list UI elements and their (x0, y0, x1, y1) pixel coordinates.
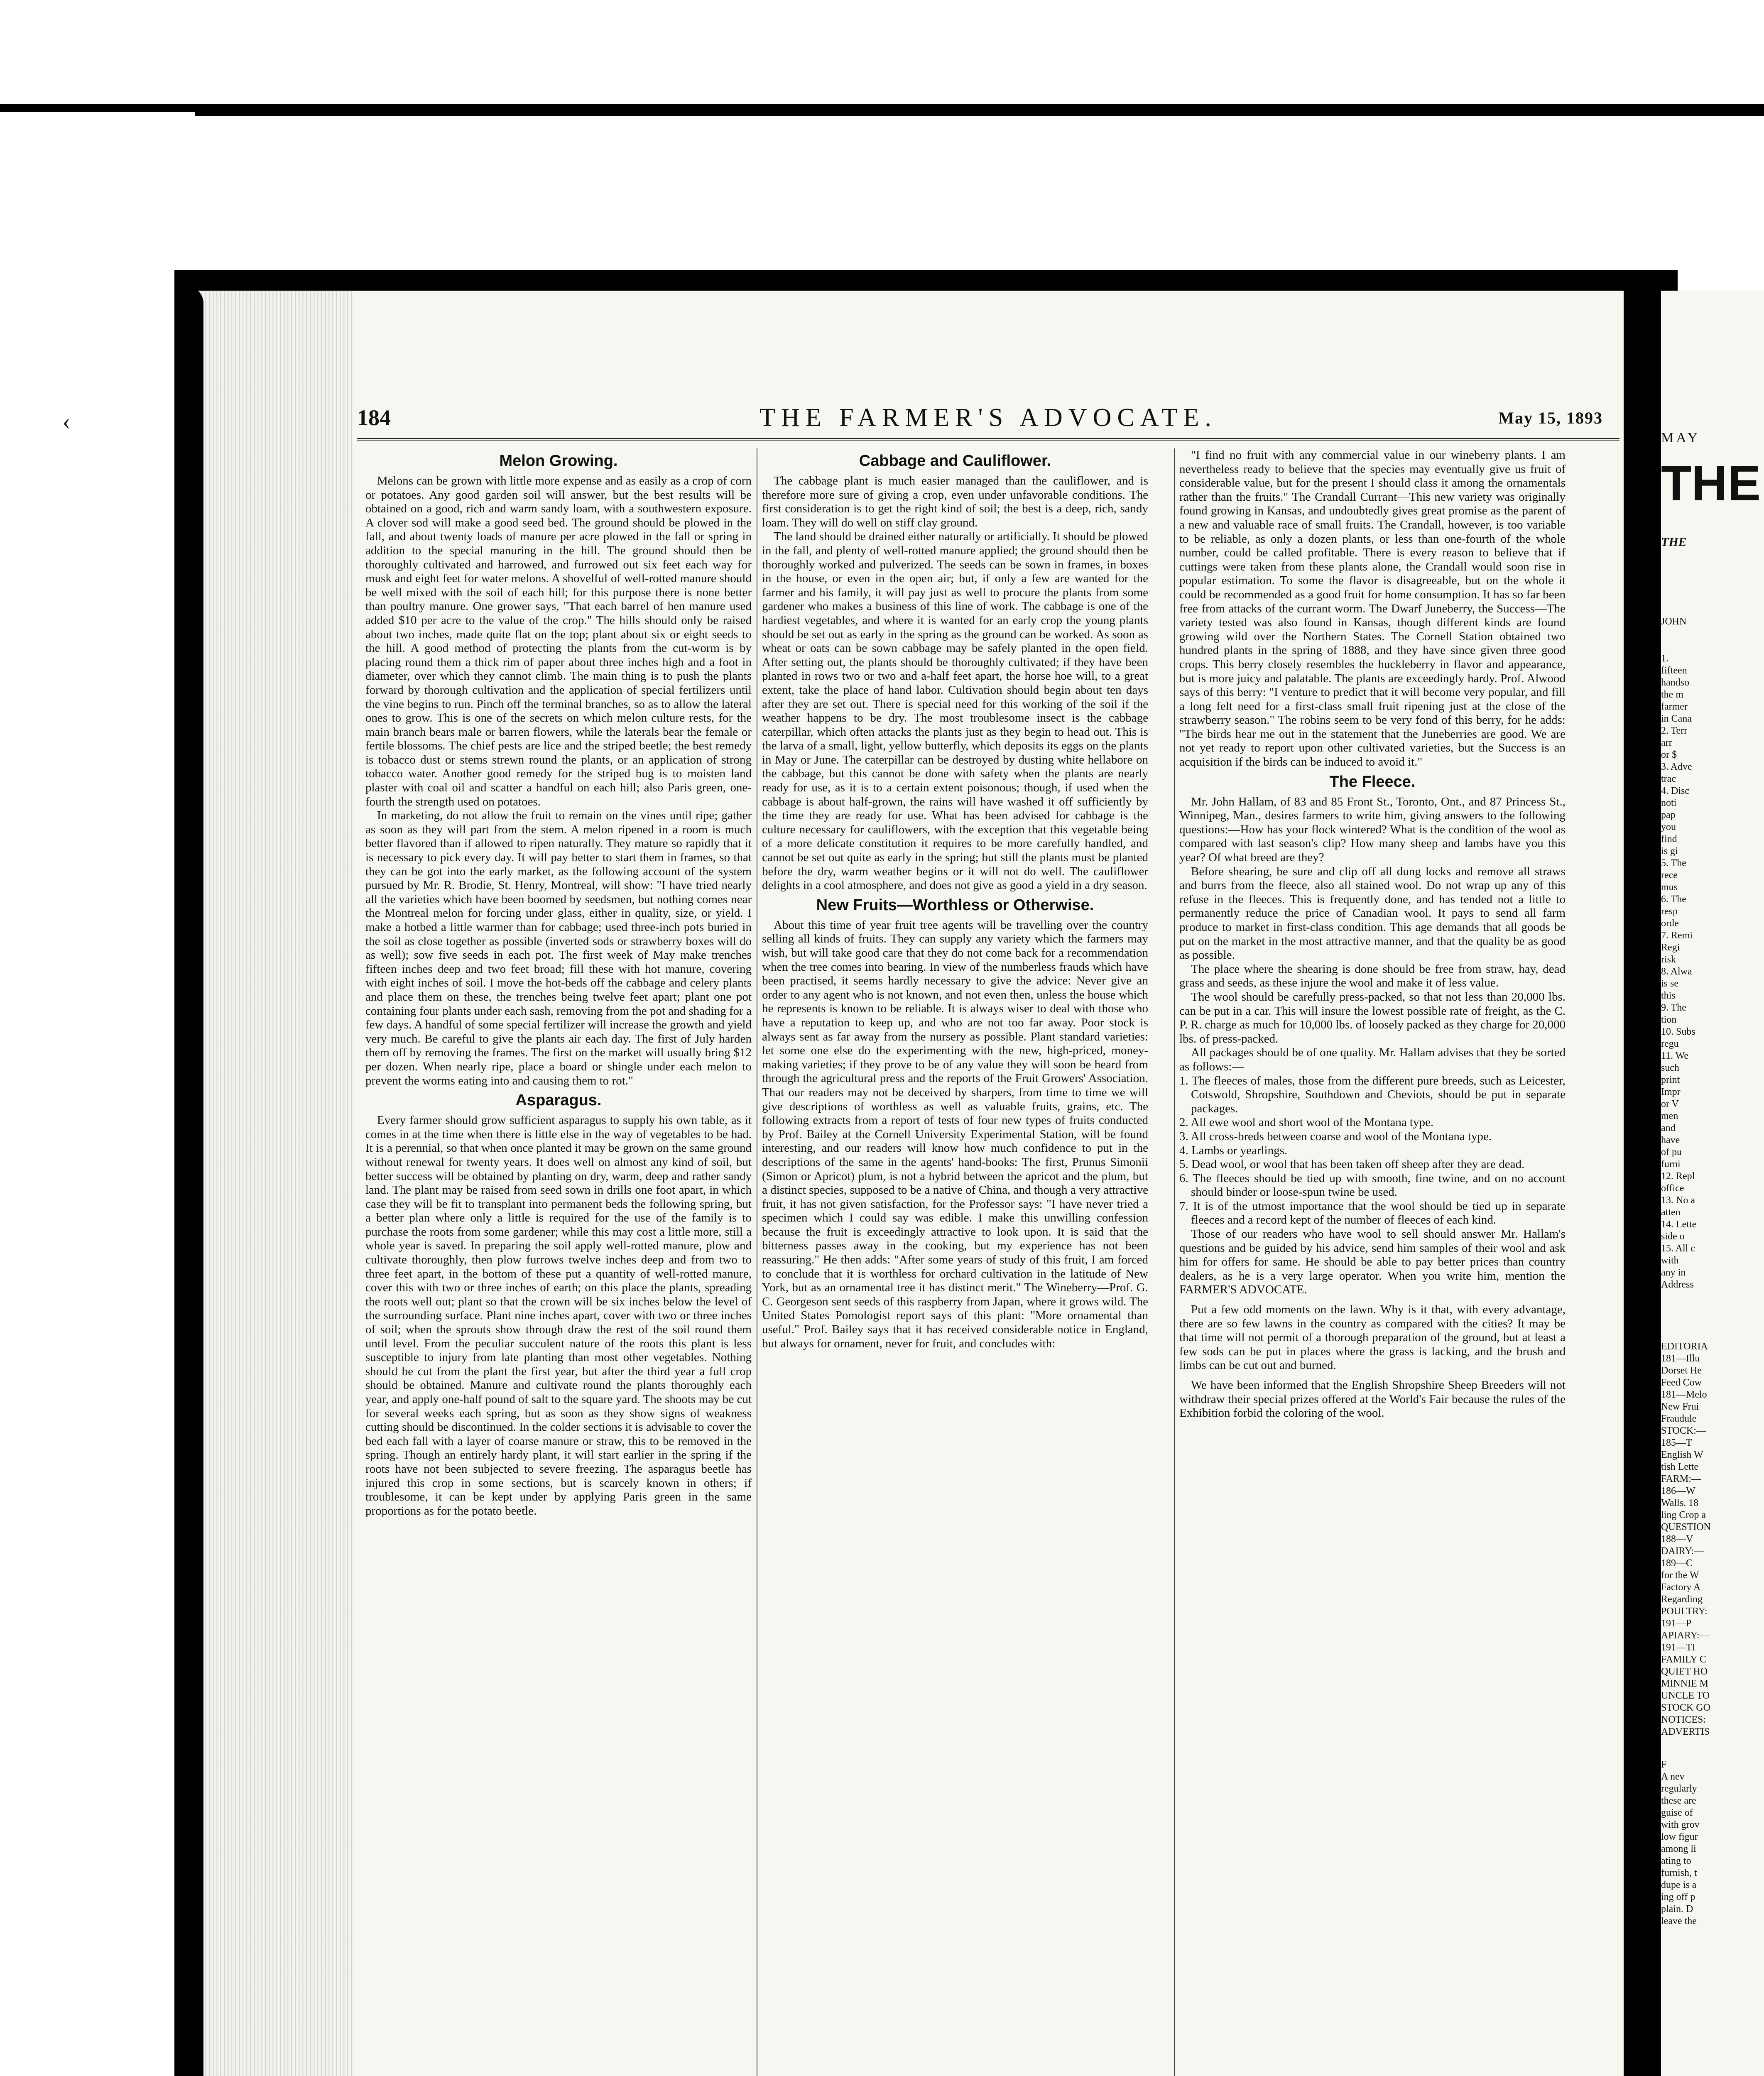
right-strip-line: ling Crop a (1661, 1510, 1706, 1520)
shropshire-paragraph: We have been informed that the English Shropshire Sheep Breeders will not withdraw their special prizes offered at the World's Fair because the rules of the Exhibition forbid the coloring of the wool. (1179, 1378, 1566, 1420)
right-strip-line: ing off p (1661, 1892, 1695, 1902)
right-strip-line: NOTICES: (1661, 1714, 1706, 1725)
right-strip-line: 14. Lette (1661, 1219, 1697, 1230)
right-strip-line: Address (1661, 1279, 1694, 1290)
fleece-paragraph-3: The place where the shearing is done should be free from straw, hay, dead grass and seeds, as these injure the wool and make it of less value. (1179, 962, 1566, 990)
right-strip-line: trac (1661, 774, 1676, 784)
right-strip-line: among li (1661, 1843, 1696, 1854)
fleece-list-item: 6. The fleeces should be tied up with smooth, fine twine, and on no account should binder or loose-spun twine be used. (1179, 1171, 1566, 1199)
right-strip-line: atten (1661, 1207, 1681, 1218)
right-strip-line: any in (1661, 1267, 1686, 1278)
right-strip-line: Factory A (1661, 1582, 1701, 1593)
right-strip-line: regu (1661, 1038, 1679, 1049)
fleece-list-item: 1. The fleeces of males, those from the different pure breeds, such as Leicester, Cotswold, Shropshire, Southdown and Cheviots, should be put in separate packages. (1179, 1074, 1566, 1115)
right-strip-line: English W (1661, 1449, 1703, 1460)
asparagus-paragraph-1: Every farmer should grow sufficient asparagus to supply his own table, as it comes in at the time when there is little else in the way of vegetables to be had. It is a perennial, so that when once planted it may be grown on the same ground without renewal for twenty years. It does well on almost any kind of soil, but better success will be obtained by planting on dry, warm, deep and rather sandy land. The plant may be raised from seed sown in drills one foot apart, in which case they will be fit to transplant into permanent beds the following spring, but a better plan where only a little is required for the use of the family is to purchase the roots from some gardener; while this may cost a little more, still a whole year is saved. In preparing the soil apply well-rotted manure, plow and cultivate thoroughly, then plow furrows twelve inches deep and from two to three feet apart, in the bottom of these put a quantity of well-rotted manure, cover this with two or three inches of earth; on this place the plants, spreading the roots well out; plant so that the crown will be six inches below the level of the surrounding surface. Plant nine inches apart, cover with two or three inches of soil; when the sprouts show through draw the rest of the soil round them until level. From the peculiar succulent nature of the roots this plant is less susceptible to injury from late planting than most other vegetables. Nothing should be cut from the plant the first year, but after the third year a full crop should be obtained. Manure and cultivate round the plants thoroughly each year, and apply one-half pound of salt to the square yard. The shoots may be cut for several weeks each spring, but as soon as they show signs of weakness cutting should be discontinued. In the colder sections it is advisable to cover the bed each fall with a layer of coarse manure or straw, this to be removed in the spring. Though an entirely hardy plant, it will start earlier in the spring if the roots have not been subjected to severe freezing. The asparagus beetle has injured this crop in some sections, but is scarcely known in others; if troublesome, it can be kept under by applying Paris green in the same proportions as for the potato beetle. (365, 1114, 752, 1518)
right-strip-line: ADVERTIS (1661, 1726, 1710, 1737)
article-title-melon: Melon Growing. (499, 452, 618, 470)
right-strip-line: F (1661, 1759, 1667, 1770)
right-strip-line: QUESTION (1661, 1522, 1711, 1533)
right-strip-line: 186—W (1661, 1486, 1695, 1496)
right-strip-line: 188—V (1661, 1534, 1693, 1545)
newspaper-title: THE FARMER'S ADVOCATE. (760, 404, 1217, 432)
right-strip-line: find (1661, 834, 1677, 845)
fleece-paragraph-1: Mr. John Hallam, of 83 and 85 Front St., Toronto, Ont., and 87 Princess St., Winnipeg, Man., desires farmers to write him, giving answers to the following questions:—How has your flock wintered? What is the condition of the wool as compared with last season's clip? How many sheep and lambs have you this year? Of what breed are they? (1179, 795, 1566, 864)
right-strip-line: rece (1661, 870, 1678, 881)
right-strip-line: Feed Cow (1661, 1377, 1702, 1388)
right-strip-line: STOCK:— (1661, 1425, 1706, 1436)
right-strip-line: and (1661, 1123, 1676, 1133)
right-strip-line: fifteen (1661, 665, 1687, 676)
right-strip-line: FARM:— (1661, 1474, 1701, 1484)
column-rule-2 (1174, 448, 1175, 2076)
right-strip-line: low figur (1661, 1831, 1698, 1842)
right-strip-line: guise of (1661, 1807, 1693, 1818)
right-strip-line: or V (1661, 1099, 1679, 1109)
right-strip-line: 189—C (1661, 1558, 1693, 1569)
right-strip-line: pap (1661, 810, 1676, 820)
right-strip-line: 5. The (1661, 858, 1686, 869)
right-strip-line: noti (1661, 798, 1677, 808)
right-strip-line: farmer (1661, 701, 1688, 712)
fleece-paragraph-6: Those of our readers who have wool to sell should answer Mr. Hallam's questions and be guided by his advice, send him samples of their wool and ask him for offers for same. He should be able to pay better prices than country dealers, as he is a very large operator. When you write him, mention the FARMER'S ADVOCATE. (1179, 1227, 1566, 1297)
page-number: 184 (357, 405, 391, 430)
right-strip-line: mus (1661, 882, 1678, 893)
right-strip-line: the m (1661, 689, 1683, 700)
right-strip-line: 191—TI (1661, 1642, 1695, 1653)
right-strip-line: 9. The (1661, 1002, 1686, 1013)
right-page-strip (1661, 291, 1764, 2076)
right-strip-line: Dorset He (1661, 1365, 1702, 1376)
right-strip-line: risk (1661, 954, 1676, 965)
margin-mark: ‹ (62, 407, 71, 435)
right-strip-line: 6. The (1661, 894, 1686, 905)
right-strip-may: MAY (1661, 430, 1700, 446)
right-strip-line: Impr (1661, 1087, 1681, 1097)
fleece-list-item: 4. Lambs or yearlings. (1179, 1143, 1288, 1157)
fleece-paragraph-5: All packages should be of one quality. Mr. Hallam advises that they be sorted as follows:— (1179, 1046, 1566, 1073)
right-strip-line: 185—T (1661, 1437, 1692, 1448)
page-binding-curl (187, 286, 203, 2076)
right-strip-line: or $ (1661, 749, 1677, 760)
right-strip-line: is gi (1661, 846, 1678, 857)
right-strip-bottom (1661, 1759, 1764, 1927)
right-strip-line: 4. Disc (1661, 786, 1689, 796)
right-strip-line: 8. Alwa (1661, 966, 1692, 977)
melon-paragraph-1: Melons can be grown with little more expense and as easily as a crop of corn or potatoes. Any good garden soil will answer, but the best results will be obtained on a good, rich and warm sandy loam, with a southwestern exposure. A clover sod will make a good seed bed. The ground should be plowed in the fall, and about twenty loads of manure per acre plowed in the fall or spring in addition to the special manuring in the hill. The ground should then be thoroughly cultivated and harrowed, and furrowed out six feet each way for musk and eight feet for water melons. A shovelful of well-rotted manure should be well mixed with the soil of each hill; for this purpose there is none better than poultry manure. One grower says, "That each barrel of hen manure used added $10 per acre to the value of the crop." The hills should only be raised about two inches, made quite flat on the top; plant about six or eight seeds to the hill. A good method of protecting the plants from the cut-worm is by placing round them a thick rim of paper about three inches high and a foot in diameter, over which they cannot climb. The main thing is to push the plants forward by thorough cultivation and the application of special fertilizers until the vine begins to run. Pinch off the terminal branches, so as to allow the lateral ones to grow. This is one of the secrets on which melon culture rests, for the main branch bears male or barren flowers, while the laterals bear the female or fertile blossoms. The chief pests are lice and the striped beetle; the best remedy is tobacco dust or stems strewn round the plants, or an application of strong tobacco water. Another good remedy for the striped bug is to moisten land plaster with coal oil and scatter a handful on each hill; also Paris green, one-fourth the strength used on potatoes. (365, 474, 752, 808)
right-strip-terms (1661, 653, 1764, 1291)
right-strip-line: 7. Remi (1661, 930, 1693, 941)
right-strip-line: tion (1661, 1014, 1677, 1025)
page-header (357, 405, 1619, 441)
right-strip-line: Regarding (1661, 1594, 1703, 1605)
right-strip-line: STOCK GO (1661, 1702, 1710, 1713)
right-strip-line: 181—Illu (1661, 1353, 1700, 1364)
cabbage-paragraph-2: The land should be drained either naturally or artificially. It should be plowed in the fall, and plenty of well-rotted manure applied; the ground should then be thoroughly worked and pulverized. The seeds can be sown in frames, in boxes in the house, or even in the open air; but, if only a few are wanted for the farmer and his family, it will pay just as well to procure the plants from some gardener who makes a business of this line of work. The cabbage is one of the hardiest vegetables, and where it is wanted for an early crop the young plants should be set out as early in the spring as the ground can be worked. As soon as wheat or oats can be sown cabbage may be safely planted in the open field. After setting out, the plants should be thoroughly cultivated; if they have been planted in rows two or two and a-half feet apart, the horse hoe will, to a great extent, take the place of hand labor. Cultivation should begin about ten days after they are set out. There is special need for this working of the soil if the weather happens to be dry. The most troublesome insect is the cabbage caterpillar, which often attacks the plants just as they begin to head out. This is the larva of a small, light, yellow butterfly, which deposits its eggs on the plants in May or June. The caterpillar can be destroyed by dusting white hellabore on the cabbage, but this cannot be done with safety when the plants are nearly ready for use, as it is to a certain extent poisonous; though, if used when the cabbage is about half-grown, the rains will have washed it off sufficiently by the time they are ready for use. What has been advised for cabbage is the culture necessary for cauliflowers, with the exception that this vegetable being of a more delicate constitution it requires to be more carefully handled, and cannot be set out quite as early in the spring; but still the plants must be planted before the dry, warm weather begins or it will not do well. The cauliflower delights in a cool atmosphere, and does not give as good a yield in a dry season. (762, 530, 1148, 892)
lawn-paragraph: Put a few odd moments on the lawn. Why is it that, with every advantage, there are so few lawns in the country as compared with the cities? It may be that time will not permit of a thorough preparation of the ground, but at least a few sods can be put in places where the grass is lacking, and the brush and limbs can be cut out and burned. (1179, 1303, 1566, 1372)
right-strip-line: this (1661, 990, 1676, 1001)
right-strip-line: furnish, t (1661, 1868, 1697, 1878)
column-1 (365, 448, 752, 1518)
right-strip-line: FAMILY C (1661, 1654, 1706, 1665)
scan-border-top (0, 104, 1764, 116)
right-strip-line: 2. Terr (1661, 725, 1688, 736)
fleece-paragraph-2: Before shearing, be sure and clip off all dung locks and remove all straws and burrs from the fleece, also all stained wool. Do not wrap up any of this refuse in the fleeces. This is frequently done, and has tended not a little to permanently reduce the price of Canadian wool. It pays to send all farm produce to market in first-class condition. This age demands that all goods be put on the market in the most attractive manner, and that the quality be as good as possible. (1179, 864, 1566, 962)
right-strip-line: 10. Subs (1661, 1026, 1695, 1037)
issue-date: May 15, 1893 (1498, 409, 1603, 427)
right-strip-line: Regi (1661, 942, 1680, 953)
fleece-list-item: 3. All cross-breds between coarse and wool of the Montana type. (1179, 1129, 1492, 1143)
right-strip-line: of pu (1661, 1147, 1682, 1158)
right-strip-line: these are (1661, 1795, 1696, 1806)
melon-paragraph-2: In marketing, do not allow the fruit to remain on the vines until ripe; gather as soon as they will part from the stem. A melon ripened in a room is much better flavored than if allowed to ripen naturally. They mature so rapidly that it is necessary to pick every day. It will pay better to start them in frames, so that they can be got into the early market, as the following account of the system pursued by Mr. R. Brodie, St. Henry, Montreal, will show: "I have tried nearly all the varieties which have been boomed by seedsmen, but nothing comes near the Montreal melon for forcing under glass, either in quality, size, or yield. I make a hotbed a little warmer than for cabbage; used three-inch pots buried in the soil as close together as possible (inverted sods or strawberry boxes will do as well); sow five seeds in each pot. The first week of May make trenches fifteen inches deep and two feet broad; fill these with hot manure, covering with eight inches of soil. I move the hot-beds off the cabbage and celery plants and place them on these, the trenches being twelve feet apart; plant one pot containing four plants under each sash, removing from the pot and shading for a few days. A handful of some special fertilizer will increase the growth and yield very much. Be careful to give the plants air each day. The first of July harden them off by removing the frames. The first on the market will usually bring $12 per dozen. When nearly ripe, place a board or shingle under each melon to prevent the worms eating into and causing them to rot." (365, 809, 752, 1087)
fleece-sort-list (1179, 1074, 1566, 1228)
fleece-list-item: 5. Dead wool, or wool that has been taken off sheep after they are dead. (1179, 1158, 1525, 1171)
right-strip-line: you (1661, 822, 1676, 832)
right-strip-john: JOHN (1661, 616, 1687, 627)
right-strip-line: for the W (1661, 1570, 1699, 1581)
article-title-asparagus: Asparagus. (515, 1092, 602, 1109)
right-strip-line: furni (1661, 1159, 1681, 1170)
right-strip-line: 181—Melo (1661, 1389, 1707, 1400)
right-strip-line: 3. Adve (1661, 761, 1692, 772)
right-strip-the: THE (1661, 535, 1687, 549)
fruits-paragraph-1: About this time of year fruit tree agents will be travelling over the country selling all kinds of fruits. They can supply any variety which the farmers may wish, but will take good care that they do not come back for a recommendation when the tree comes into bearing. In view of the numberless frauds which have been practised, it seems hardly necessary to give the advice: Never give an order to any agent who is not known, and not even then, unless the house which he represents is known to be reliable. It is always wiser to deal with those who have a reputation to keep up, and who are not too far away. Poor stock is always sent as far away from the nursery as possible. Plant standard varieties: let some one else do the experimenting with the new, high-priced, money-making varieties; if they prove to be of any value they will soon be heard from through the agricultural press and the reports of the Fruit Growers' Association. That our readers may not be deceived by sharpers, from time to time we will give descriptions of worthless as well as valuable fruits, grains, etc. The following extracts from a report of tests of four new types of fruits conducted by Prof. Bailey at the Cornell University Experimental Station, will be found interesting, and our readers will know how much confidence to put in the descriptions of the same in the agents' hand-books: The first, Prunus Simonii (Simon or Apricot) plum, is not a hybrid between the apricot and the plum, but a distinct species, supposed to be a native of China, and though a very attractive fruit, it has not given satisfaction, for the Professor says: "I have never tried a specimen which I could say was edible. I make this unwilling confession because the fruit is exceedingly attractive to look upon. It is said that the bitterness passes away in the cooking, but my experience has not been reassuring." He then adds: "After some years of study of this fruit, I am forced to conclude that it is worthless for orchard cultivation in the latitude of New York, but as an ornamental tree it has distinct merit." The Wineberry—Prof. G. C. Georgeson sent seeds of this raspberry from Japan, where it grows wild. The United States Pomologist report says of this plant: "More ornamental than useful." Prof. Bailey says that it has received considerable notice in England, but always for ornament, never for fruit, and concludes with: (762, 918, 1148, 1350)
right-strip-line: print (1661, 1075, 1680, 1085)
right-strip-line: 191—P (1661, 1618, 1692, 1629)
right-strip-line: in Cana (1661, 713, 1692, 724)
right-strip-line: QUIET HO (1661, 1666, 1708, 1677)
right-strip-line: orde (1661, 918, 1679, 929)
right-strip-line: 1. (1661, 653, 1668, 664)
right-strip-line: New Frui (1661, 1401, 1699, 1412)
right-strip-line: UNCLE TO (1661, 1690, 1710, 1701)
fleece-list-item: 2. All ewe wool and short wool of the Montana type. (1179, 1116, 1434, 1129)
right-strip-line: 11. We (1661, 1050, 1689, 1061)
right-strip-line: is se (1661, 978, 1678, 989)
article-title-fleece: The Fleece. (1329, 773, 1416, 791)
right-strip-line: with grov (1661, 1819, 1700, 1830)
scan-dark-region (0, 112, 195, 2076)
right-strip-line: 12. Repl (1661, 1171, 1695, 1182)
right-strip-line: POULTRY: (1661, 1606, 1708, 1617)
right-strip-line: have (1661, 1135, 1680, 1146)
right-strip-line: such (1661, 1062, 1679, 1073)
right-strip-line: 13. No a (1661, 1195, 1695, 1206)
right-strip-line: leave the (1661, 1916, 1697, 1927)
right-strip-line: resp (1661, 906, 1678, 917)
fruits-continued: "I find no fruit with any commercial value in our wineberry plants. I am nevertheless ready to believe that the species may eventually give us fruit of considerable value, but for the present I should class it among the ornamentals rather than the fruits." The Crandall Currant—This new variety was originally found growing in Kansas, and undoubtedly gives great promise as the parent of a new and valuable race of small fruits. The Crandall, however, is too variable to be reliable, as only a dozen plants, or less than one-fourth of the whole number, could be called profitable. There is every reason to believe that if cuttings were taken from these plants alone, the Crandall would soon rise in popular estimation. To some the flavor is disagreeable, but on the whole it could be recommended as a good fruit for home consumption. It has so far been free from attacks of the currant worm. The Dwarf Juneberry, the Success—The variety tested was also found in Kansas, though different kinds are found growing wild over the Northern States. The Cornell Station obtained two hundred plants in the spring of 1888, and they have since given three good crops. This berry closely resembles the huckleberry in flavor and appearance, but is more juicy and palatable. The plants are exceedingly hardy. Prof. Alwood says of this berry: "I venture to predict that it will become very popular, and fill a long felt need for a first-class small fruit ripening just at the close of the strawberry season." The robins seem to be very fond of this berry, for he adds: "The birds hear me out in the statement that the Juneberries are good. We are not yet ready to report upon other cultivated varieties, but the Success is an acquisition if the birds can be induced to avoid it." (1179, 448, 1566, 769)
article-title-new-fruits: New Fruits—Worthless or Otherwise. (816, 896, 1094, 914)
right-strip-line: A nev (1661, 1771, 1685, 1782)
right-strip-line: side o (1661, 1231, 1685, 1242)
right-strip-line: Fraudule (1661, 1413, 1697, 1424)
scan-gutter (1619, 274, 1665, 2076)
right-strip-contents (1661, 1341, 1764, 1738)
cabbage-paragraph-1: The cabbage plant is much easier managed than the cauliflower, and is therefore more sure of giving a crop, even under unfavorable conditions. The first consideration is to get the right kind of soil; the best is a deep, rich, sandy loam. They will do well on stiff clay ground. (762, 474, 1148, 529)
right-strip-masthead: THE (1661, 455, 1761, 511)
right-strip-line: men (1661, 1111, 1678, 1121)
right-strip-line: 15. All c (1661, 1243, 1695, 1254)
right-strip-line: dupe is a (1661, 1880, 1697, 1890)
column-3 (1179, 448, 1566, 1420)
right-strip-line: Walls. 18 (1661, 1498, 1699, 1508)
right-strip-line: EDITORIA (1661, 1341, 1708, 1352)
article-title-cabbage: Cabbage and Cauliflower. (859, 452, 1051, 470)
book-page-edges (195, 291, 353, 2076)
right-strip-line: DAIRY:— (1661, 1546, 1704, 1557)
right-strip-line: MINNIE M (1661, 1678, 1708, 1689)
right-strip-line: plain. D (1661, 1904, 1693, 1914)
right-strip-line: ating to (1661, 1856, 1691, 1866)
right-strip-line: APIARY:— (1661, 1630, 1710, 1641)
column-2 (762, 448, 1148, 1351)
right-strip-line: with (1661, 1255, 1679, 1266)
right-strip-line: arr (1661, 737, 1672, 748)
right-strip-line: regularly (1661, 1783, 1697, 1794)
right-strip-line: handso (1661, 677, 1689, 688)
right-strip-line: office (1661, 1183, 1684, 1194)
right-strip-line: tish Lette (1661, 1462, 1698, 1472)
fleece-paragraph-4: The wool should be carefully press-packed, so that not less than 20,000 lbs. can be put in a car. This will insure the lowest possible rate of freight, as the C. P. R. charge as much for 10,000 lbs. of loosely packed as they charge for 20,000 lbs. of press-packed. (1179, 990, 1566, 1045)
fleece-list-item: 7. It is of the utmost importance that the wool should be tied up in separate fleeces and a record kept of the number of fleeces of each kind. (1179, 1199, 1566, 1227)
